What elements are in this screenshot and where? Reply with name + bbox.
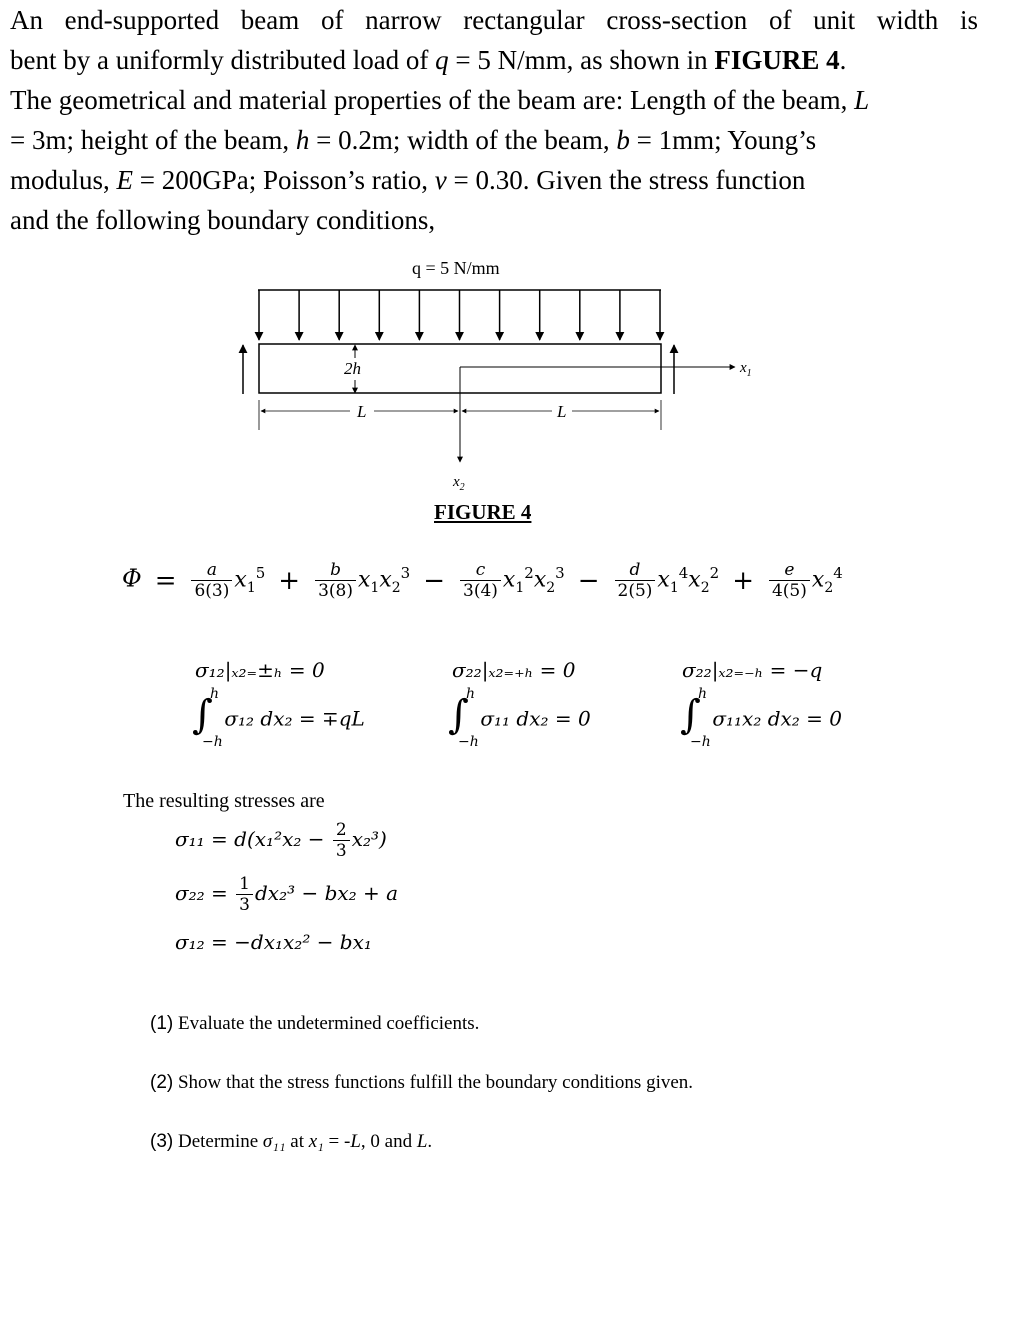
sigma22-frac-den: 3	[236, 894, 253, 915]
term5-sub: 2	[824, 579, 834, 596]
term3-sub-b: 2	[546, 579, 556, 596]
term3-sup-a: 2	[524, 564, 534, 583]
term4-sup-a: 4	[678, 564, 689, 583]
question-3-l2: L	[416, 1131, 428, 1152]
equals-sign: =	[154, 565, 177, 596]
sigma22-frac-num: 1	[239, 874, 250, 894]
term3-sup-b: 3	[555, 564, 565, 583]
minus-1: −	[423, 565, 446, 596]
term2-var-b: x	[379, 567, 392, 593]
integral-3-upper: h	[698, 686, 708, 702]
coef-a-fraction	[191, 560, 232, 601]
intro-line-3b: L	[854, 85, 870, 115]
question-3-text-c: at	[285, 1131, 309, 1152]
integral-1-body: σ₁₂ dx₂ = ∓qL	[224, 706, 365, 731]
question-3-l1: L	[350, 1131, 361, 1152]
intro-line-2a: bent by a uniformly distributed load of	[10, 45, 436, 75]
beam-figure	[0, 0, 1016, 530]
question-1-text: Evaluate the undetermined coefficients.	[173, 1013, 480, 1034]
question-3-text-g: , 0 and	[360, 1131, 417, 1152]
integral-3-lower: −h	[690, 734, 711, 750]
coef-b-fraction	[315, 560, 356, 601]
sigma22-equation	[175, 874, 398, 915]
coef-e: e	[784, 560, 795, 580]
coef-a: a	[206, 560, 217, 580]
question-3-number: (3)	[150, 1131, 174, 1152]
intro-line-2e: .	[839, 45, 847, 75]
integral-2-body: σ₁₁ dx₂ = 0	[480, 706, 591, 731]
coef-a-den: 6(3)	[191, 580, 232, 601]
load-arrows	[259, 290, 660, 340]
question-3-text-a: Determine	[173, 1131, 263, 1152]
term4-sub-b: 2	[700, 579, 710, 596]
sigma22-lhs: σ₂₂ =	[175, 881, 228, 905]
sigma11-frac-den: 3	[333, 840, 350, 861]
figure-caption: FIGURE 4	[434, 500, 532, 524]
intro-line-4a: = 3m; height of the beam,	[10, 125, 296, 155]
bc-shear-integral	[192, 686, 365, 750]
question-3	[150, 1131, 432, 1153]
term4-var-a: x	[657, 567, 670, 593]
integral-sign-3: ∫ h −h	[680, 686, 711, 750]
x2-label: $x_2$	[453, 474, 465, 493]
sigma11-equation	[175, 820, 387, 861]
sigma11-frac-num: 2	[335, 820, 347, 840]
intro-line-5d: ν	[434, 165, 447, 195]
coef-c-fraction	[460, 560, 501, 601]
coef-e-fraction	[769, 560, 810, 601]
term5-var: x	[811, 567, 825, 593]
term3-sub-a: 1	[515, 579, 525, 596]
intro-line-5e: = 0.30. Given the stress function	[446, 165, 806, 195]
sigma22-rhs: dx₂³ − bx₂ + a	[255, 881, 399, 905]
intro-line-6: and the following boundary conditions,	[10, 205, 436, 235]
term1-x: x	[234, 567, 247, 593]
stress-function-equation	[122, 560, 843, 601]
question-1	[150, 1013, 479, 1035]
term2-sup: 3	[400, 564, 411, 583]
sigma11-lhs: σ₁₁ = d(x₁²x₂ −	[175, 827, 325, 851]
question-3-sigma: σ₁₁	[262, 1131, 286, 1152]
coef-e-den: 4(5)	[769, 580, 810, 601]
term4-sup-b: 2	[709, 564, 720, 583]
term1-sub: 1	[246, 579, 256, 596]
question-1-number: (1)	[150, 1013, 174, 1034]
question-2	[150, 1072, 693, 1094]
plus-2: +	[732, 565, 754, 596]
coef-c-den: 3(4)	[460, 580, 501, 601]
term1-sup: 5	[255, 564, 266, 583]
intro-line-5c: = 200GPa; Poisson’s ratio,	[133, 165, 435, 195]
sigma22-fraction	[236, 874, 253, 915]
term4-var-b: x	[688, 567, 701, 593]
load-label: q = 5 N/mm	[412, 258, 500, 278]
intro-line-5b: E	[116, 165, 134, 195]
term2-sub-b: 2	[391, 579, 401, 596]
question-3-text-i: .	[427, 1131, 433, 1152]
coef-d-den: 2(5)	[615, 580, 656, 601]
term4-sub-a: 1	[669, 579, 679, 596]
right-span-label: L	[557, 402, 567, 421]
question-3-x1: x₁	[308, 1131, 324, 1152]
term3-var-b: x	[533, 567, 547, 593]
x1-label: $x_1$	[740, 360, 752, 379]
question-3-text-e: = -	[323, 1131, 351, 1152]
coef-d-fraction	[615, 560, 656, 601]
integral-2-upper: h	[466, 686, 476, 702]
coef-b-den: 3(8)	[315, 580, 356, 601]
stresses-intro: The resulting stresses are	[123, 790, 325, 812]
bc-axial-integral	[448, 686, 591, 750]
minus-2: −	[577, 565, 600, 596]
integral-2-lower: −h	[458, 734, 479, 750]
height-label: 2h	[344, 359, 361, 378]
term2-var-a: x	[357, 567, 371, 593]
term5-sup: 4	[833, 564, 843, 583]
integral-3-body: σ₁₁x₂ dx₂ = 0	[712, 706, 842, 731]
sigma12-equation: σ₁₂ = −dx₁x₂² − bx₁	[175, 930, 372, 954]
bc-normal-bottom: σ₂₂|ₓ₂₌₋ₕ = −q	[682, 658, 823, 682]
plus-1: +	[278, 565, 301, 596]
intro-line-4c: = 0.2m; width of the beam,	[309, 125, 617, 155]
intro-line-3a: The geometrical and material properties of the beam are: Length of the beam,	[10, 85, 855, 115]
intro-line-4d: b	[616, 125, 630, 155]
intro-line-4e: = 1mm; Young’s	[629, 125, 817, 155]
intro-line-4b: h	[295, 125, 310, 155]
coef-d: d	[629, 560, 641, 580]
coef-c: c	[475, 560, 486, 580]
left-span-label: L	[357, 402, 367, 421]
intro-line-2d: FIGURE 4	[714, 45, 840, 75]
intro-line-2c: = 5 N/mm, as shown in	[448, 45, 715, 75]
sigma11-rhs: x₂³)	[351, 827, 387, 851]
intro-line-5a: modulus,	[10, 165, 117, 195]
phi-symbol: Φ	[122, 564, 142, 593]
bc-moment-integral	[680, 686, 842, 750]
term3-var-a: x	[502, 567, 516, 593]
sigma11-fraction	[333, 820, 350, 861]
question-2-text: Show that the stress functions fulfill the boundary conditions given.	[173, 1072, 694, 1093]
integral-sign-2: ∫ h −h	[448, 686, 479, 750]
integral-1-lower: −h	[202, 734, 223, 750]
bc-shear-zero: σ₁₂|ₓ₂₌±ₕ = 0	[195, 658, 325, 682]
term2-sub-a: 1	[370, 579, 380, 596]
bc-normal-top: σ₂₂|ₓ₂₌₊ₕ = 0	[452, 658, 576, 682]
integral-1-upper: h	[210, 686, 220, 702]
question-2-number: (2)	[150, 1072, 174, 1093]
integral-sign-1: ∫ h −h	[192, 686, 223, 750]
intro-line-2b: q	[435, 45, 449, 75]
intro-line-1: An end-supported beam of narrow rectangular cross-section of unit width is	[10, 5, 978, 35]
coef-b: b	[330, 560, 341, 580]
